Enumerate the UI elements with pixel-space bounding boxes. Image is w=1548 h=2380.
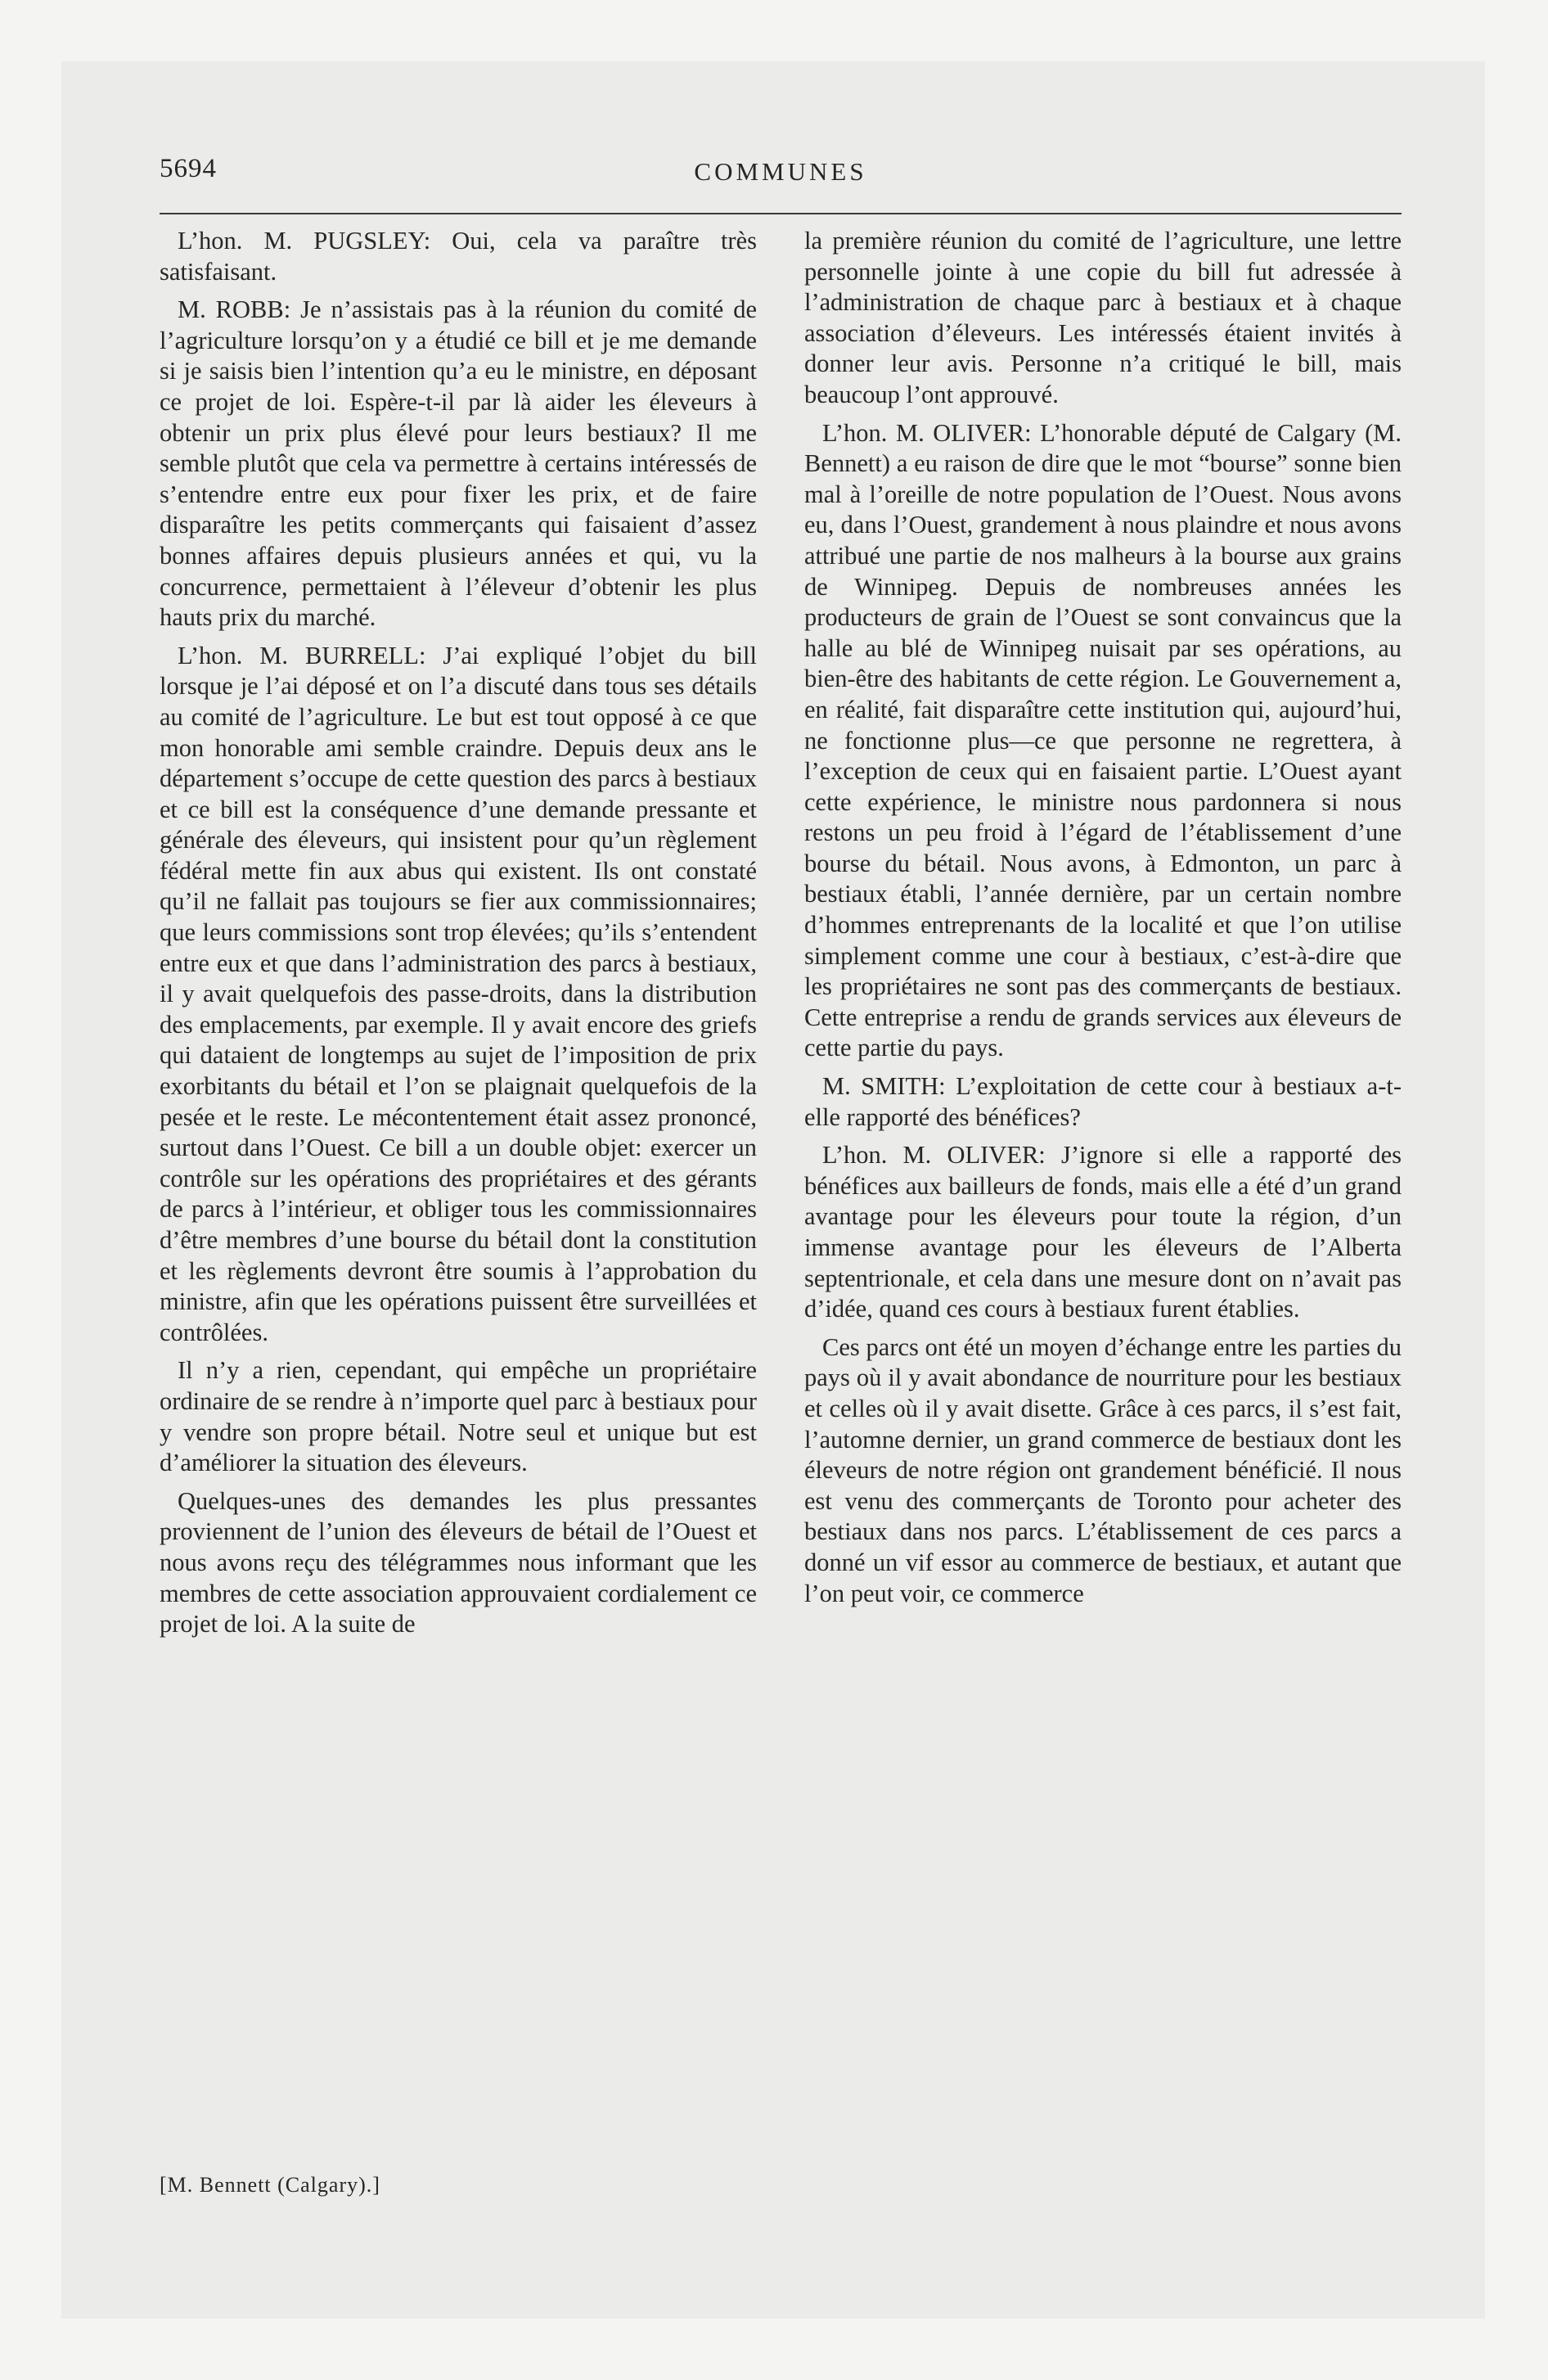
paragraph: L’hon. M. BURRELL: J’ai expliqué l’objet du bill lorsque je l’ai déposé et on l’a discuté dans tous ses détails au comité de l’agriculture. Le but est tout opposé à ce que mon honorable ami semble craindre. Depuis deux ans le département s’occupe de cette question des parcs à bestiaux et ce bill est la conséquence d’une demande pressante et générale des éleveurs, qui insistent pour qu’un règlement fédéral mette fin aux abus qui existent. Ils ont constaté qu’il ne fallait pas toujours se fier aux commissionnaires; que leurs commissions sont trop élevées; qu’ils s’entendent entre eux et que dans l’administration des parcs à bestiaux, il y avait quelquefois des passe-droits, dans la distribution des emplacements, par exemple. Il y avait encore des griefs qui dataient de longtemps au sujet de l’imposition de prix exorbitants du bétail et l’on se plaignait quelquefois de la pesée et le reste. Le mécontentement était assez prononcé, surtout dans l’Ouest. Ce bill a un double objet: exercer un contrôle sur les opérations des propriétaires et des gérants de parcs à l’intérieur, et obliger tous les commissionnaires d’être membres d’une bourse du bétail dont la constitution et les règlements devront être soumis à l’approbation du ministre, afin que les opérations puissent être surveillées et contrôlées. [160,641,758,1346]
paragraph: Ces parcs ont été un moyen d’échange entre les parties du pays où il y avait abondance de nourriture pour les bestiaux et celles où il y avait disette. Grâce à ces parcs, il s’est fait, l’automne dernier, un grand commerce de bestiaux dont les éleveurs de notre région ont grandement bénéficié. Il nous est venu des commerçants de Toronto pour acheter des bestiaux dans nos parcs. L’établissement de ces parcs a donné un vif essor au commerce de bestiaux, et autant que l’on peut voir, ce commerce [804,1332,1402,1607]
running-title: COMMUNES [694,157,867,186]
paragraph: Il n’y a rien, cependant, qui empêche un propriétaire ordinaire de se rendre à n’importe quel parc à bestiaux pour y vendre son propre bétail. Notre seul et unique but est d’améliorer la situation des éleveurs. [160,1356,757,1477]
paragraph: M. ROBB: Je n’assistais pas à la réunion du comité de l’agriculture lorsqu’on y a étudié ce bill et je me demande si je saisis bien l’intention qu’a eu le ministre, en déposant ce projet de loi. Espère-t-il par là aider les éleveurs à obtenir un prix plus élevé pour leurs bestiaux? Il me semble plutôt que cela va permettre à certains intéressés de s’entendre entre eux pour fixer les prix, et de faire disparaître les petits commerçants qui faisaient d’assez bonnes affaires depuis plusieurs années et qui, vu la concurrence, permettaient à l’éleveur d’obtenir les plus hauts prix du marché. [160,295,757,632]
paragraph: L’hon. M. OLIVER: L’honorable député de Calgary (M. Bennett) a eu raison de dire que le mot “bourse” sonne bien mal à l’oreille de notre population de l’Ouest. Nous avons eu, dans l’Ouest, grandement à nous plaindre et nous avons attribué une partie de nos malheurs à la bourse aux grains de Winnipeg. Depuis de nombreuses années les producteurs de grain de l’Ouest se sont convaincus que la halle au blé de Winnipeg nuisait par ses opérations, au bien-être des habitants de cette région. Le Gouvernement a, en réalité, fait disparaître cette institution qui, aujourd’hui, ne fonctionne plus—ce que personne ne regrettera, à l’exception de ceux qui en faisaient partie. L’Ouest ayant cette expérience, le ministre nous pardonnera si nous restons un peu froid à l’égard de l’établissement d’une bourse du bétail. Nous avons, à Edmonton, un parc à bestiaux établi, l’année dernière, par un certain nombre d’hommes entreprenants de la localité et que l’on utilise simplement comme une cour à bestiaux, c’est-à-dire que les propriétaires ne sont pas des commerçants de bestiaux. Cette entreprise a rendu de grands services aux éleveurs de cette partie du pays. [804,418,1402,1062]
paragraph: la première réunion du comité de l’agriculture, une lettre personnelle jointe à une copie du bill fut adressée à l’administration de chaque parc à bestiaux et à chaque association d’éleveurs. Les intéressés étaient invités à donner leur avis. Personne n’a critiqué le bill, mais beaucoup l’ont approuvé. [804,227,1402,408]
paragraph: Quelques-unes des demandes les plus pressantes proviennent de l’union des éleveurs de bétail de l’Ouest et nous avons reçu des télégrammes nous informant que les membres de cette association approuvaient cordialement ce projet de loi. A la suite de [160,1486,757,1639]
speaker-footnote: [M. Bennett (Calgary).] [160,2173,380,2197]
paragraph: L’hon. M. OLIVER: J’ignore si elle a rapporté des bénéfices aux bailleurs de fonds, mais elle a été d’un grand avantage pour les éleveurs pour toute la région, d’un immense avantage pour les éleveurs de l’Alberta septentrionale, et cela dans une mesure dont on n’avait pas d’idée, quand ces cours à bestiaux furent établies. [804,1141,1402,1323]
page-number: 5694 [160,154,217,183]
page-header [160,154,1402,200]
paragraph: L’hon. M. PUGSLEY: Oui, cela va paraître très satisfaisant. [160,227,757,286]
header-rule [160,213,1402,214]
right-column [804,226,1402,1609]
paragraph: M. SMITH: L’exploitation de cette cour à bestiaux a-t-elle rapporté des bénéfices? [804,1072,1402,1131]
left-column [160,226,757,1640]
